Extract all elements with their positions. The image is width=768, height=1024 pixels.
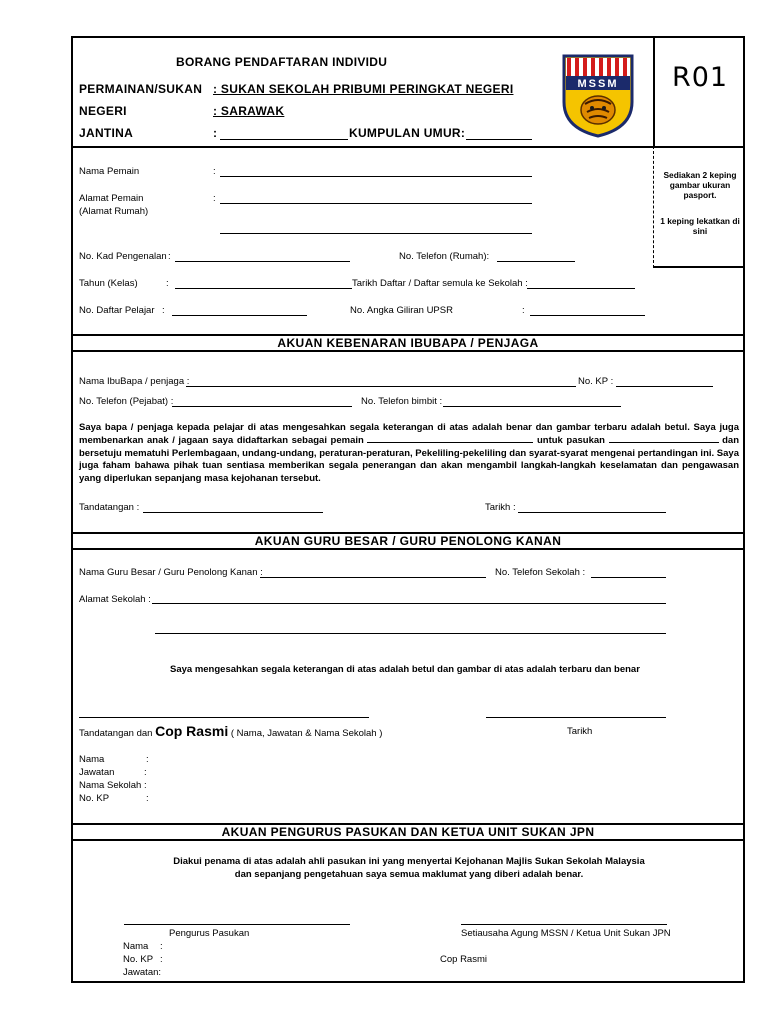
declaration-part-c: dan bersetuju mematuhi Perlembagaan, undang-undang, peraturan-peraturan, Pekeliling-pekeliling dan syarat-syarat mengenai pertandingan ini. Saya juga faham bahawa pihak tuan sentiasa memberikan segala penerangan dan akan mengambil langkah-langkah keselamatan dan pengawasan yang diperlukan sepanjang masa kejohanan tersebut. [79,435,740,484]
player-address-line-1[interactable] [220,203,532,204]
student-no-line[interactable] [172,315,307,316]
gender-colon: : [213,126,218,140]
parent-declaration [79,422,739,485]
signature-prefix: Tandatangan dan [79,728,153,739]
office-phone-line[interactable] [172,406,352,407]
sport-value: : SUKAN SEKOLAH PRIBUMI PERINGKAT NEGERI [213,82,514,96]
student-no-colon: : [162,305,165,316]
headmaster-name-label: Nama Guru Besar / Guru Penolong Kanan : [79,567,263,578]
age-group-label: KUMPULAN UMUR: [349,126,466,140]
headmaster-signature-row [79,723,383,739]
manager-stamp-label: Cop Rasmi [440,954,487,965]
player-name-colon: : [213,166,216,177]
player-sport-line[interactable] [367,434,533,443]
mobile-line[interactable] [443,406,621,407]
parent-kp-label: No. KP : [578,376,614,387]
parent-signature-line[interactable] [143,512,323,513]
headmaster-date-label: Tarikh [567,726,593,737]
hm-field-kp: No. KP [79,793,110,804]
state-label: NEGERI [79,104,127,118]
upsr-colon: : [522,305,525,316]
mgr-colon-2: : [160,954,163,965]
manager-declaration-2: dan sepanjang pengetahuan saya semua maklumat yang diberi adalah benar. [234,869,584,880]
parent-name-label: Nama IbuBapa / penjaga : [79,376,190,387]
ic-line[interactable] [175,261,350,262]
home-phone-label: No. Telefon (Rumah): [399,251,490,262]
sport-label: PERMAINAN/SUKAN [79,82,203,96]
form-title: BORANG PENDAFTARAN INDIVIDU [176,55,388,69]
photo-note-1: Sediakan 2 keping gambar ukuran pasport. [663,170,737,200]
enrol-date-line[interactable] [527,288,635,289]
player-address-label: Alamat Pemain [79,193,144,204]
mgr-field-name: Nama [123,941,149,952]
age-group-line[interactable] [466,139,532,140]
player-address-line-2[interactable] [220,233,532,234]
headmaster-name-line[interactable] [260,577,486,578]
school-phone-line[interactable] [591,577,666,578]
ic-label: No. Kad Pengenalan [79,251,167,262]
team-line[interactable] [609,434,719,443]
declaration-part-b: untuk pasukan [536,435,605,447]
year-label: Tahun (Kelas) [79,278,138,289]
photo-box[interactable] [653,146,745,268]
school-address-label: Alamat Sekolah : [79,594,151,605]
upsr-label: No. Angka Giliran UPSR [350,305,453,316]
secretary-signature-line[interactable] [461,924,667,925]
mgr-field-kp: No. KP [123,954,154,965]
office-phone-label: No. Telefon (Pejabat) : [79,396,174,407]
player-name-label: Nama Pemain [79,166,140,177]
declaration-part-a: Saya bapa / penjaga kepada pelajar di atas mengesahkan segala keterangan di atas adalah benar dan gambar terbaru adalah betul. Saya juga membenarkan anak / jagaan saya didaftarkan sebagai pemain [79,422,739,447]
student-no-label: No. Daftar Pelajar [79,305,155,316]
hm-colon-4: : [146,793,149,804]
mgr-field-position: Jawatan: [123,967,162,978]
stamp-label: Cop Rasmi [155,723,229,739]
year-colon: : [166,278,169,289]
enrol-date-label: Tarikh Daftar / Daftar semula ke Sekolah : [352,278,528,289]
signature-suffix: ( Nama, Jawatan & Nama Sekolah ) [230,728,383,739]
parent-date-label: Tarikh : [485,502,516,513]
headmaster-section-title: AKUAN GURU BESAR / GURU PENOLONG KANAN [71,532,745,550]
player-address-colon: : [213,193,216,204]
player-address-sub: (Alamat Rumah) [79,206,149,217]
hm-field-school: Nama Sekolah [79,780,142,791]
parent-date-line[interactable] [518,512,666,513]
parent-section-title: AKUAN KEBENARAN IBUBAPA / PENJAGA [71,334,745,352]
photo-note-2: 1 keping lekatkan di sini [660,216,740,236]
gender-label: JANTINA [79,126,134,140]
mgr-colon-1: : [160,941,163,952]
school-address-line-1[interactable] [152,603,666,604]
mssm-logo [561,52,635,138]
manager-signature-line[interactable] [124,924,350,925]
home-phone-line[interactable] [497,261,575,262]
secretary-label: Setiausaha Agung MSSN / Ketua Unit Sukan JPN [461,928,671,939]
headmaster-date-line[interactable] [486,717,666,718]
parent-signature-label: Tandatangan : [79,502,140,513]
headmaster-signature-line[interactable] [79,717,369,718]
mobile-label: No. Telefon bimbit : [361,396,443,407]
hm-field-name: Nama [79,754,105,765]
ic-colon: : [168,251,171,262]
logo-text: MSSM [577,78,619,90]
hm-colon-3: : [144,780,147,791]
upsr-line[interactable] [530,315,645,316]
hm-field-position: Jawatan [79,767,115,778]
manager-section-title: AKUAN PENGURUS PASUKAN DAN KETUA UNIT SUKAN JPN [71,823,745,841]
player-name-line[interactable] [220,176,532,177]
parent-kp-line[interactable] [616,386,713,387]
form-code: R01 [671,62,729,93]
manager-declaration-1: Diakui penama di atas adalah ahli pasukan ini yang menyertai Kejohanan Majlis Sukan Sekolah Malaysia [173,856,645,867]
header-bottom-border [71,146,745,148]
state-value: : SARAWAK [213,104,285,118]
hm-colon-1: : [146,754,149,765]
manager-label: Pengurus Pasukan [169,928,250,939]
year-line[interactable] [175,288,352,289]
hm-colon-2: : [144,767,147,778]
gender-line[interactable] [220,139,348,140]
school-address-line-2[interactable] [155,633,666,634]
school-phone-label: No. Telefon Sekolah : [495,567,586,578]
headmaster-confirmation: Saya mengesahkan segala keterangan di atas adalah betul dan gambar di atas adalah terbaru dan benar [170,664,640,675]
parent-name-line[interactable] [186,386,576,387]
